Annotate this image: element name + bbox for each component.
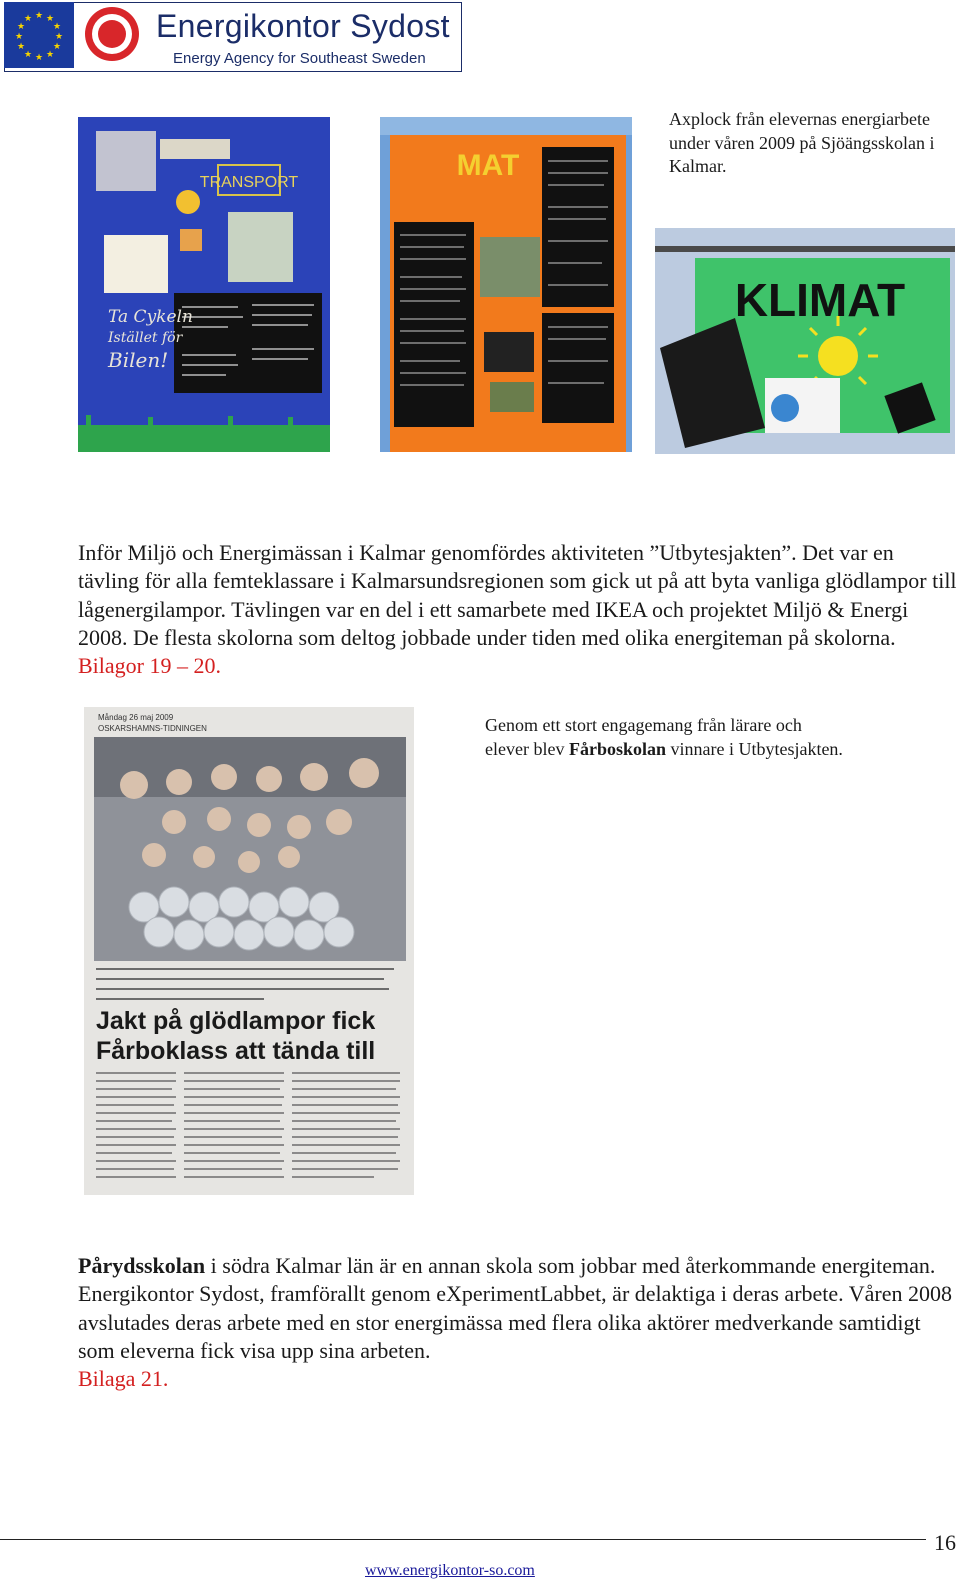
svg-text:★: ★ bbox=[52, 22, 62, 32]
svg-text:★: ★ bbox=[45, 50, 55, 60]
eu-flag-icon bbox=[4, 2, 74, 68]
sun-circle-logo-icon bbox=[82, 4, 142, 64]
svg-text:Ta Cykeln: Ta Cykeln bbox=[108, 307, 193, 327]
caption-top: Axplock från elevernas energiarbete under våren 2009 på Sjöängsskolan i Kalmar. bbox=[669, 109, 935, 176]
paragraph-1-text: Inför Miljö och Energimässan i Kalmar genomfördes aktiviteten ”Utbytesjakten”. Det var en tävling för alla femteklassare i Kalmarsundsregionen som gick ut på att byta vanliga glödlampor till lågenergilampor. Tävlingen var en del i ett samarbete med IKEA och projektet Miljö & Energi 2008. De flesta skolorna som deltog jobbade under tiden med olika energiteman på skolorna. bbox=[78, 540, 957, 650]
caption-farboskolan bbox=[485, 714, 845, 761]
caption-mid-before: Genom ett stort engagemang från lärare och elever blev bbox=[485, 715, 802, 759]
svg-text:★: ★ bbox=[14, 32, 24, 42]
svg-text:★: ★ bbox=[52, 42, 62, 52]
news-paper: OSKARSHAMNS-TIDNINGEN bbox=[98, 724, 207, 733]
news-headline-1: Jakt på glödlampor fick bbox=[96, 1007, 376, 1035]
transport-title: TRANSPORT bbox=[199, 174, 299, 191]
paragraph-2-school: Pårydsskolan bbox=[78, 1253, 206, 1278]
bilagor-19-20-link[interactable]: Bilagor 19 – 20. bbox=[78, 653, 221, 679]
svg-text:★: ★ bbox=[16, 22, 26, 32]
footer-divider bbox=[0, 1539, 926, 1540]
paragraph-utbytesjakten bbox=[78, 539, 958, 680]
brand-name: Energikontor Sydost bbox=[156, 8, 450, 44]
svg-text:★: ★ bbox=[23, 14, 33, 24]
page-number: 16 bbox=[934, 1530, 956, 1555]
news-date: Måndag 26 maj 2009 bbox=[98, 713, 174, 722]
paragraph-parydsskolan bbox=[78, 1252, 958, 1393]
brand-subtitle: Energy Agency for Southeast Sweden bbox=[173, 50, 426, 67]
svg-text:★: ★ bbox=[45, 14, 55, 24]
caption-mid-after: vinnare i Utbytesjakten. bbox=[670, 738, 843, 759]
news-headline-2: Fårboklass att tända till bbox=[96, 1037, 376, 1065]
klimat-poster-photo bbox=[655, 228, 955, 454]
caption-mid-school: Fårboskolan bbox=[568, 738, 666, 759]
klimat-title: KLIMAT bbox=[734, 274, 906, 326]
footer-url-link[interactable]: www.energikontor-so.com bbox=[365, 1562, 535, 1579]
svg-text:★: ★ bbox=[34, 53, 44, 63]
bilaga-21-link[interactable]: Bilaga 21. bbox=[78, 1366, 169, 1392]
svg-text:★: ★ bbox=[16, 42, 26, 52]
mat-poster-photo bbox=[380, 117, 632, 452]
svg-text:Istället för: Istället för bbox=[108, 330, 183, 346]
paragraph-2-text: i södra Kalmar län är en annan skola som jobbar med återkommande energiteman. Energikontor Sydost, framförallt genom eXperimentLabbet, är delaktiga i deras arbete. Våren 2008 avslutades deras arbete med en stor energimässa med flera olika aktörer medverkande samtidigt som eleverna fick visa upp sina arbeten. bbox=[78, 1253, 953, 1363]
newspaper-clipping-photo bbox=[84, 707, 414, 1195]
svg-text:Bilen!: Bilen! bbox=[108, 348, 169, 372]
svg-text:★: ★ bbox=[54, 32, 64, 42]
transport-poster-photo bbox=[78, 117, 330, 452]
mat-title: MAT bbox=[456, 149, 520, 182]
svg-text:★: ★ bbox=[34, 11, 44, 21]
svg-text:★: ★ bbox=[23, 50, 33, 60]
